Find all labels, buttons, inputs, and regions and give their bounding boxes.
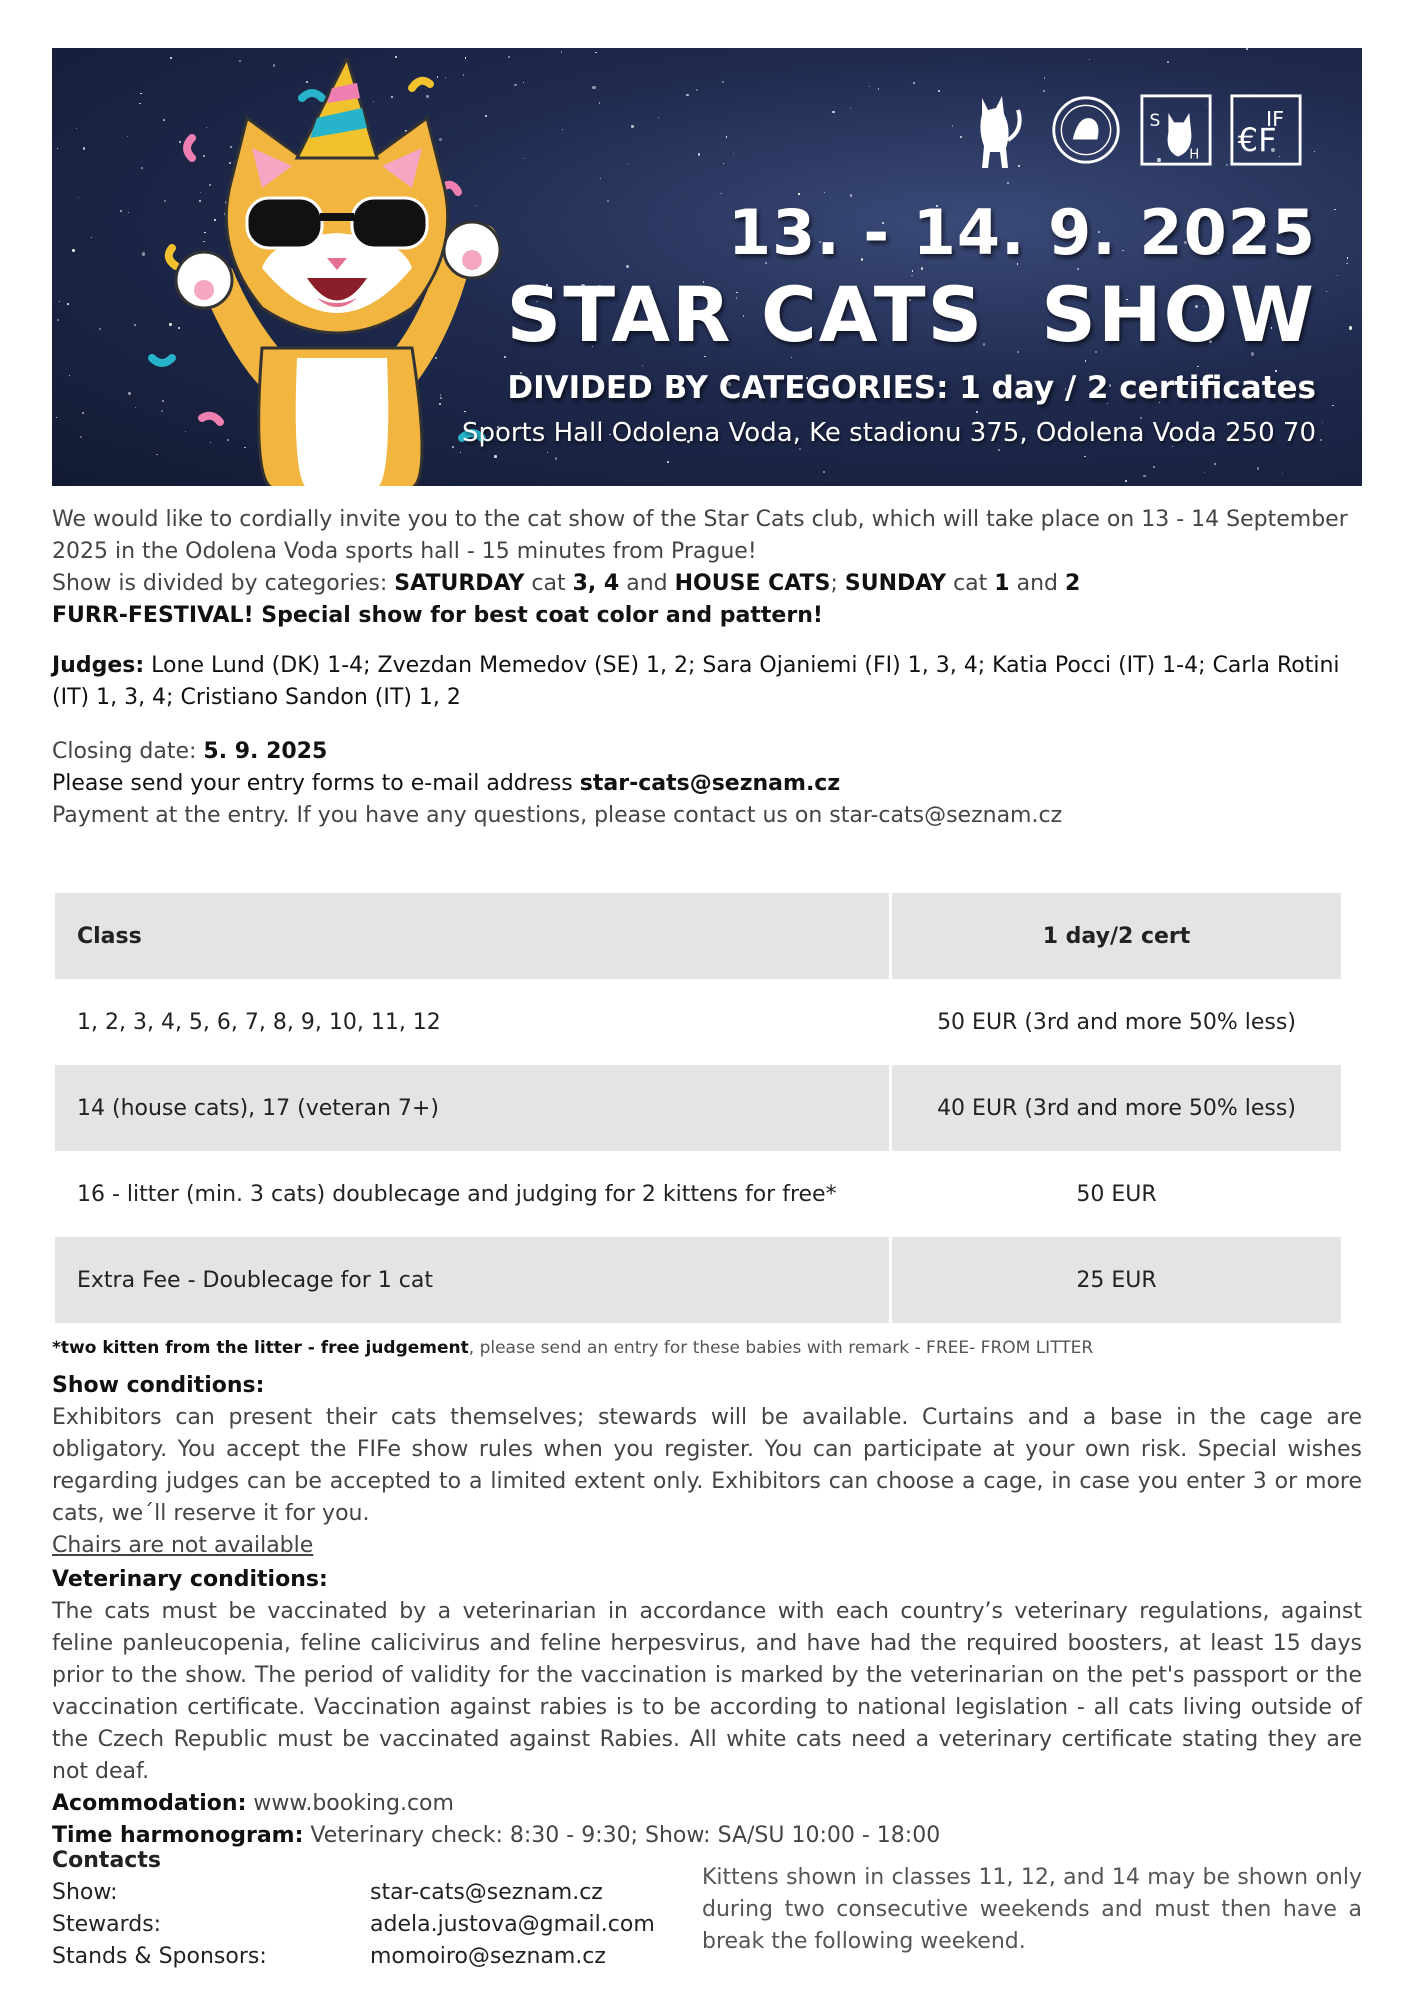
event-date: 13. - 14. 9. 2025 (728, 196, 1316, 269)
star-dot (72, 249, 74, 251)
kittens-note: Kittens shown in classes 11, 12, and 14 may be shown only during two consecutive weekends and must then have a break the following weekend. (702, 1865, 1362, 1954)
star-dot (723, 163, 724, 164)
column-header-price: 1 day/2 cert (892, 893, 1341, 979)
star-dot (869, 86, 870, 87)
star-dot (938, 90, 940, 92)
star-dot (698, 153, 700, 155)
sunday-cat-1: 1 (994, 571, 1010, 596)
contact-label: Stands & Sponsors: (52, 1944, 267, 1969)
accommodation-link[interactable]: www.booking.com (246, 1791, 454, 1816)
cat-word: cat (946, 571, 995, 596)
star-cats-logo (960, 94, 1032, 166)
star-dot (1314, 151, 1315, 152)
litter-note-bold: *two kitten from the litter - free judgement (52, 1338, 469, 1358)
star-dot (595, 52, 597, 54)
star-dot (1337, 275, 1338, 276)
contact-label: Show: (52, 1880, 118, 1905)
closing-date-value: 5. 9. 2025 (203, 739, 328, 764)
star-dot (1334, 209, 1335, 210)
star-dot (658, 117, 659, 118)
star-dot (56, 417, 57, 418)
star-dot (1322, 422, 1323, 423)
saturday-label: SATURDAY (394, 571, 525, 596)
contact-email[interactable]: momoiro@seznam.cz (370, 1944, 606, 1969)
star-dot (722, 81, 724, 83)
star-dot (57, 148, 59, 150)
saturday-cats: 3, 4 (572, 571, 620, 596)
star-dot (1282, 473, 1283, 474)
star-dot (1007, 182, 1009, 184)
star-dot (1197, 366, 1199, 368)
price-cell: 50 EUR (3rd and more 50% less) (937, 1009, 1296, 1035)
star-dot (878, 88, 880, 90)
intro-categories (52, 568, 1362, 600)
star-dot (1143, 475, 1146, 478)
star-dot (823, 471, 825, 473)
star-dot (998, 449, 1000, 451)
vet-conditions-text: The cats must be vaccinated by a veterinarian in accordance with each country’s veterinary regulations, against feline panleucopenia, feline calicivirus and feline herpesvirus, and have had the required boosters, at least 15 days prior to the show. The period of validity for the vaccination is marked by the veterinarian on the pet's passport or the vaccination certificate. Vaccination against rabies is to be according to national legislation - all cats living outside of the Czech Republic must be vaccinated against Rabies. All white cats need a veterinary certificate stating they are not deaf. (52, 1599, 1362, 1784)
class-cell: 16 - litter (min. 3 cats) doublecage and judging for 2 kittens for free* (77, 1181, 837, 1207)
star-dot (1084, 456, 1085, 457)
event-venue: Sports Hall Odolena Voda, Ke stadionu 375, Odolena Voda 250 70 (461, 418, 1316, 448)
price-cell: 25 EUR (892, 1237, 1341, 1323)
vet-conditions-heading: Veterinary conditions: (52, 1567, 328, 1592)
price-cell: 50 EUR (1076, 1181, 1157, 1207)
table-row (55, 1065, 1341, 1151)
star-dot (628, 164, 630, 166)
star-dot (1346, 263, 1347, 264)
table-header-row (55, 893, 1341, 979)
closing-section (52, 736, 1362, 832)
star-dot (696, 89, 698, 91)
event-title: STAR CATS SHOW (506, 270, 1316, 359)
star-dot (720, 193, 722, 195)
column-header-class: Class (55, 893, 889, 979)
star-dot (952, 125, 953, 126)
contacts-heading: Contacts (52, 1848, 161, 1873)
star-dot (1347, 257, 1348, 258)
star-dot (561, 51, 563, 53)
contact-row (52, 1909, 655, 1941)
star-dot (733, 153, 734, 154)
star-dot (726, 136, 728, 138)
star-dot (82, 412, 84, 414)
star-dot (1214, 463, 1216, 465)
star-dot (976, 411, 978, 413)
contact-email[interactable]: adela.justova@gmail.com (370, 1912, 655, 1937)
star-dot (76, 128, 77, 129)
closing-date-label: Closing date: (52, 739, 204, 764)
and-word: and (1009, 571, 1065, 596)
contact-row (52, 1941, 655, 1973)
accommodation-label: Acommodation: (52, 1791, 247, 1816)
table-row (55, 1151, 1341, 1237)
star-dot (69, 375, 70, 376)
class-cell: 1, 2, 3, 4, 5, 6, 7, 8, 9, 10, 11, 12 (77, 1009, 441, 1035)
entry-email[interactable]: star-cats@seznam.cz (579, 771, 841, 796)
table-row (55, 979, 1341, 1065)
entry-forms-text: Please send your entry forms to e-mail address (52, 771, 580, 796)
star-dot (1257, 467, 1259, 469)
star-dot (913, 82, 915, 84)
star-dot (1043, 90, 1045, 92)
star-dot (600, 178, 601, 179)
fife-logo (1230, 94, 1302, 166)
star-dot (57, 319, 59, 321)
furr-festival (52, 600, 1362, 632)
contact-email[interactable]: star-cats@seznam.cz (370, 1880, 603, 1905)
show-conditions-text: Exhibitors can present their cats themselves; stewards will be available. Curtains and a base in the cage are obligatory. You accept the FIFe show rules when you register. You can participate at your own risk. Special wishes regarding judges can be accepted to a limited extent only. Exhibitors can choose a cage, in case you enter 3 or more cats, we´ll reserve it for you. (52, 1405, 1362, 1526)
star-dot (562, 129, 563, 130)
intro-invitation: We would like to cordially invite you to the cat show of the Star Cats club, which will take place on 13 - 14 September 2025 in the Odolena Voda sports hall - 15 minutes from Prague! (52, 507, 1348, 564)
star-dot (850, 108, 851, 109)
house-cats-label: HOUSE CATS (674, 571, 831, 596)
litter-note (52, 1336, 1362, 1360)
event-categories: DIVIDED BY CATEGORIES: 1 day / 2 certificates (507, 370, 1316, 406)
judges-label: Judges: (52, 653, 145, 678)
judges-list: Lone Lund (DK) 1-4; Zvezdan Memedov (SE) 1, 2; Sara Ojaniemi (FI) 1, 3, 4; Katia Pocci (IT) 1-4; Carla Rotini (IT) 1, 3, 4; Cristiano Sandon (IT) 1, 2 (52, 653, 1340, 710)
closing-date-line (52, 736, 1362, 768)
payment-line: Payment at the entry. If you have any questions, please contact us on star-cats@seznam.cz (52, 803, 1063, 828)
star-dot (1204, 472, 1205, 473)
svg-text:€F: €F (1237, 120, 1277, 159)
table-row (55, 1237, 1341, 1323)
intro-text (52, 504, 1362, 632)
star-dot (1044, 77, 1046, 79)
star-dot (631, 125, 633, 127)
contacts-section (52, 1845, 655, 1973)
star-dot (1320, 439, 1322, 441)
svg-text:IF: IF (1266, 107, 1285, 132)
categories-prefix: Show is divided by categories: (52, 571, 395, 596)
star-dot (1246, 48, 1247, 49)
star-dot (626, 265, 629, 268)
star-dot (99, 328, 101, 330)
show-conditions-heading: Show conditions: (52, 1373, 265, 1398)
sunday-cat-2: 2 (1065, 571, 1081, 596)
star-dot (1167, 61, 1169, 63)
accommodation-line (52, 1788, 1362, 1820)
star-dot (80, 436, 82, 438)
star-dot (799, 448, 801, 450)
star-dot (667, 461, 669, 463)
header-banner (52, 48, 1362, 486)
fees-table (52, 893, 1344, 1323)
contact-label: Stewards: (52, 1912, 162, 1937)
star-dot (832, 111, 834, 113)
furr-festival-text: FURR-FESTIVAL! Special show for best coat color and pattern! (52, 603, 823, 628)
svg-text:S: S (1149, 111, 1161, 132)
organization-logos (960, 94, 1302, 166)
star-dot (599, 102, 601, 104)
star-dot (1153, 466, 1155, 468)
entry-forms-line (52, 768, 1362, 800)
sunday-label: SUNDAY (844, 571, 947, 596)
class-cell: Extra Fee - Doublecage for 1 cat (55, 1237, 889, 1323)
time-value: Veterinary check: 8:30 - 9:30; Show: SA/SU 10:00 - 18:00 (303, 1823, 941, 1848)
star-dot (1089, 59, 1090, 60)
time-label: Time harmonogram: (52, 1823, 304, 1848)
star-dot (824, 192, 825, 193)
star-dot (67, 303, 69, 305)
star-dot (607, 200, 609, 202)
star-dot (59, 301, 60, 302)
star-dot (798, 193, 800, 195)
class-cell: 14 (house cats), 17 (veteran 7+) (55, 1065, 889, 1151)
csch-logo (1140, 94, 1212, 166)
star-dot (686, 94, 688, 96)
star-dot (592, 86, 596, 90)
and-word: and (619, 571, 675, 596)
star-dot (1085, 360, 1086, 361)
veterinary-conditions (52, 1564, 1362, 1852)
chairs-note: Chairs are not available (52, 1533, 314, 1558)
star-dot (1125, 480, 1127, 482)
litter-note-rest: , please send an entry for these babies with remark - FREE- FROM LITTER (468, 1338, 1094, 1358)
star-dot (1326, 291, 1327, 292)
star-dot (1349, 326, 1352, 329)
separator: ; (830, 571, 845, 596)
club-seal-logo (1050, 94, 1122, 166)
star-dot (1332, 405, 1334, 407)
star-dot (642, 365, 643, 366)
svg-text:H: H (1189, 147, 1200, 163)
show-conditions (52, 1370, 1362, 1562)
cat-word: cat (524, 571, 573, 596)
judges-section (52, 650, 1362, 714)
star-dot (78, 197, 79, 198)
contact-row (52, 1877, 655, 1909)
star-dot (83, 147, 86, 150)
star-dot (91, 237, 92, 238)
price-cell: 40 EUR (3rd and more 50% less) (892, 1065, 1341, 1151)
star-dot (555, 457, 557, 459)
